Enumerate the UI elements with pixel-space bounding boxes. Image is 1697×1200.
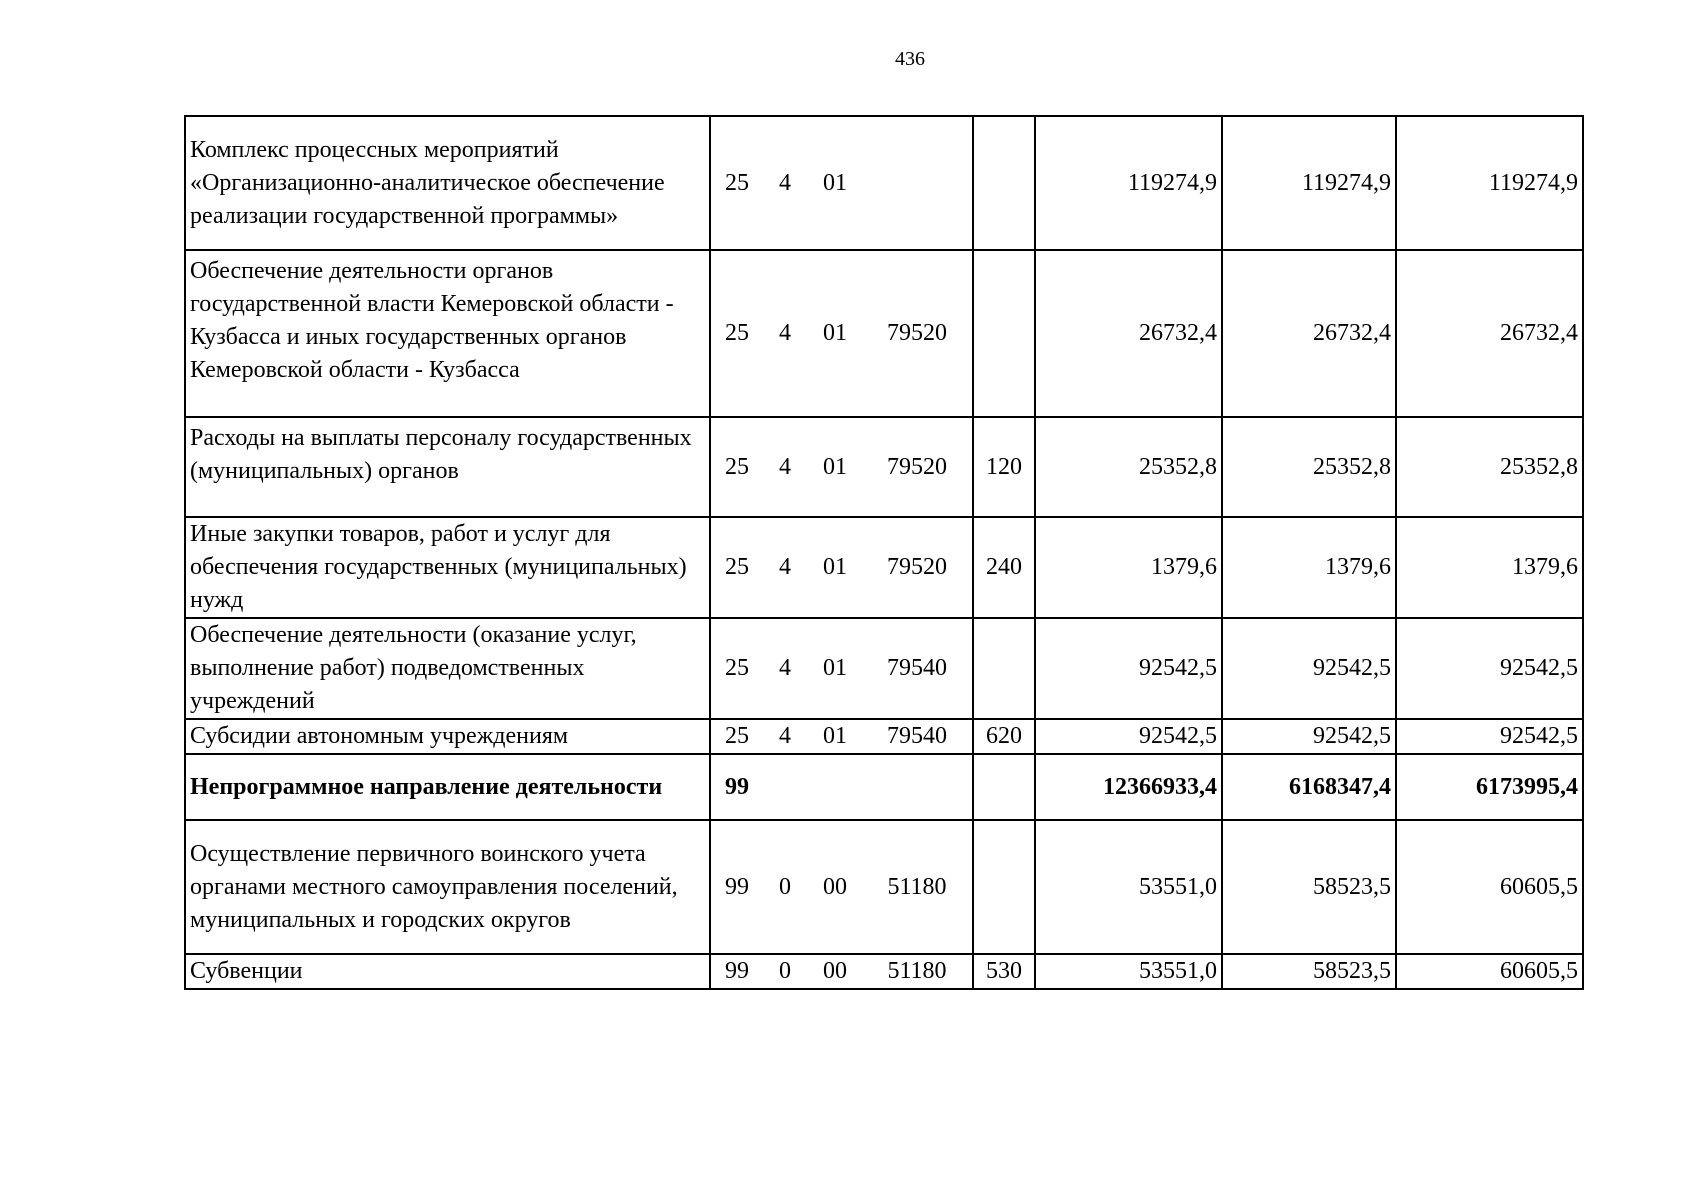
expense-type-code	[973, 250, 1035, 417]
direction-code: 79540	[887, 655, 947, 681]
subprogram-code: 4	[779, 655, 791, 681]
year1-amount: 92542,5	[1035, 618, 1222, 719]
year1-amount: 1379,6	[1035, 517, 1222, 618]
year2-amount: 25352,8	[1222, 417, 1396, 517]
subprogram-code: 0	[779, 958, 791, 984]
direction-code: 79520	[887, 453, 947, 480]
main-event-code: 01	[823, 169, 847, 196]
row-codes	[710, 417, 973, 517]
year3-amount: 6173995,4	[1396, 754, 1583, 820]
main-event-code: 01	[823, 723, 847, 749]
expense-type-code: 530	[973, 954, 1035, 989]
year1-amount: 26732,4	[1035, 250, 1222, 417]
year1-amount: 92542,5	[1035, 719, 1222, 754]
year2-amount: 92542,5	[1222, 618, 1396, 719]
table-row	[185, 250, 1583, 417]
main-event-code: 01	[823, 320, 847, 346]
expense-type-code: 120	[973, 417, 1035, 517]
year3-amount: 25352,8	[1396, 417, 1583, 517]
expense-type-code	[973, 754, 1035, 820]
main-event-code: 01	[823, 453, 847, 480]
program-code: 25	[725, 655, 749, 681]
year3-amount: 92542,5	[1396, 719, 1583, 754]
main-event-code: 00	[823, 958, 847, 984]
table-row	[185, 116, 1583, 250]
row-codes	[710, 954, 973, 989]
year1-amount: 53551,0	[1035, 954, 1222, 989]
page-number: 436	[895, 48, 925, 70]
year1-amount: 12366933,4	[1035, 754, 1222, 820]
table-row	[185, 754, 1583, 820]
row-codes	[710, 754, 973, 820]
row-name: Расходы на выплаты персоналу государственных (муниципальных) органов	[185, 417, 710, 517]
expense-type-code: 240	[973, 517, 1035, 618]
year2-amount: 26732,4	[1222, 250, 1396, 417]
direction-code: 79520	[887, 320, 947, 346]
row-codes	[710, 517, 973, 618]
row-name: Иные закупки товаров, работ и услуг для обеспечения государственных (муниципальных) нужд	[185, 517, 710, 618]
program-code: 99	[725, 773, 749, 800]
row-name: Субвенции	[185, 954, 710, 989]
year3-amount: 119274,9	[1396, 116, 1583, 250]
year2-amount: 58523,5	[1222, 954, 1396, 989]
row-name: Осуществление первичного воинского учета органами местного самоуправления поселений, муниципальных и городских округов	[185, 820, 710, 954]
year3-amount: 92542,5	[1396, 618, 1583, 719]
table-row	[185, 820, 1583, 954]
row-name: Субсидии автономным учреждениям	[185, 719, 710, 754]
year3-amount: 60605,5	[1396, 954, 1583, 989]
row-name: Непрограммное направление деятельности	[185, 754, 710, 820]
row-codes	[710, 116, 973, 250]
program-code: 25	[725, 723, 749, 749]
program-code: 25	[725, 320, 749, 346]
year3-amount: 26732,4	[1396, 250, 1583, 417]
direction-code: 51180	[887, 958, 947, 984]
program-code: 25	[725, 169, 749, 196]
expense-type-code: 620	[973, 719, 1035, 754]
program-code: 99	[725, 958, 749, 984]
table-row	[185, 517, 1583, 618]
subprogram-code: 4	[779, 723, 791, 749]
expense-type-code	[973, 116, 1035, 250]
year2-amount: 6168347,4	[1222, 754, 1396, 820]
year1-amount: 25352,8	[1035, 417, 1222, 517]
program-code: 99	[725, 873, 749, 900]
row-codes	[710, 250, 973, 417]
main-event-code: 01	[823, 554, 847, 580]
main-event-code: 01	[823, 655, 847, 681]
row-codes	[710, 719, 973, 754]
year2-amount: 119274,9	[1222, 116, 1396, 250]
year2-amount: 92542,5	[1222, 719, 1396, 754]
budget-table	[184, 115, 1584, 990]
year2-amount: 1379,6	[1222, 517, 1396, 618]
table-row	[185, 417, 1583, 517]
row-name: Комплекс процессных мероприятий «Организационно-аналитическое обеспечение реализации государственной программы»	[185, 116, 710, 250]
row-name: Обеспечение деятельности органов государственной власти Кемеровской области - Кузбасса и иных государственных органов Кемеровской области - Кузбасса	[185, 250, 710, 417]
direction-code: 79520	[887, 554, 947, 580]
expense-type-code	[973, 618, 1035, 719]
row-codes	[710, 820, 973, 954]
subprogram-code: 4	[779, 169, 791, 196]
year1-amount: 119274,9	[1035, 116, 1222, 250]
row-name: Обеспечение деятельности (оказание услуг, выполнение работ) подведомственных учреждений	[185, 618, 710, 719]
row-codes	[710, 618, 973, 719]
main-event-code: 00	[823, 873, 847, 900]
subprogram-code: 4	[779, 554, 791, 580]
expense-type-code	[973, 820, 1035, 954]
subprogram-code: 4	[779, 453, 791, 480]
subprogram-code: 0	[779, 873, 791, 900]
subprogram-code: 4	[779, 320, 791, 346]
table-row	[185, 719, 1583, 754]
direction-code: 79540	[887, 723, 947, 749]
table-row	[185, 954, 1583, 989]
program-code: 25	[725, 453, 749, 480]
direction-code: 51180	[887, 873, 947, 900]
year2-amount: 58523,5	[1222, 820, 1396, 954]
year3-amount: 1379,6	[1396, 517, 1583, 618]
year3-amount: 60605,5	[1396, 820, 1583, 954]
table-row	[185, 618, 1583, 719]
year1-amount: 53551,0	[1035, 820, 1222, 954]
program-code: 25	[725, 554, 749, 580]
